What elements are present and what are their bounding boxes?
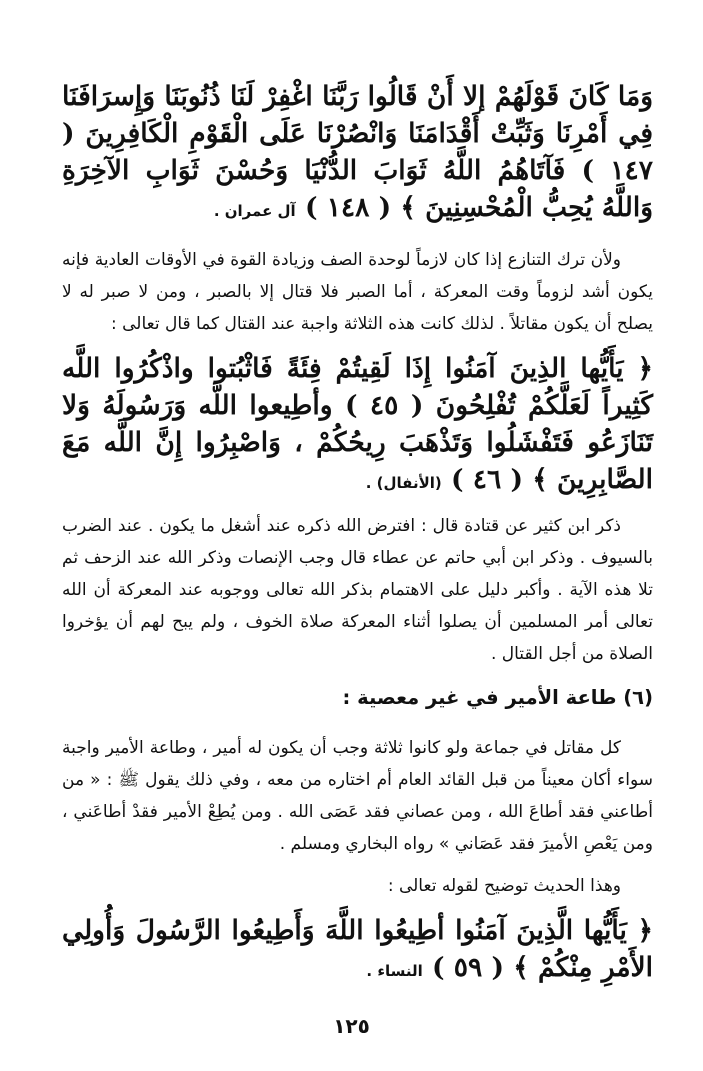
verse-text: ﴿ يَأَيُّها الذِينَ آمَنُوا إِذَا لَقِيتُمْ فِئَةً فَاثْبُتوا واذْكُرُوا اللَّه كَثِيراً لَعَلَّكُمْ تُفْلِحُونَ ( ٤٥ ) وأطِيعوا اللَّه وَرَسُولَهُ وَلا تَنَازَعُو فَتَفْشَلُوا وَتَذْهَبَ رِيحُكُمْ ، وَاصْبِرُوا إِنَّ اللَّه مَعَ الصَّابِرِينَ ﴾ ( ٤٦ ): [62, 353, 653, 495]
verse-reference: النساء .: [366, 962, 423, 980]
verse-reference: (الأنفال) .: [365, 474, 442, 492]
quran-verse-an-nisa: [62, 912, 653, 990]
verse-text: ﴿ يَأَيُّها الَّذِينَ آمَنُوا أطِيعُوا اللَّهَ وَأَطِيعُوا الرَّسُولَ وَأُولِي الأَمْرِ مِنْكُمْ ﴾ ( ٥٩ ): [62, 915, 653, 983]
paragraph-hadith-explanation: وهذا الحديث توضيح لقوله تعالى :: [387, 876, 621, 896]
page-number: ١٢٥: [333, 1014, 370, 1038]
verse-text: وَمَا كَانَ قَوْلَهُمْ إلا أَنْ قَالُوا رَبَّنَا اغْفِرْ لَنَا ذُنُوبَنَا وَإِسرَافَنَا فِي أَمْرِنَا وَثَبِّتْ أَقْدَامَنَا وَانْصُرْنَا عَلَى الْقَوْمِ الْكَافِرِينَ ( ١٤٧ ) فَآتَاهُمُ اللَّهُ ثَوَابَ الدُّنْيَا وَحُسْنَ ثَوَابِ الآخِرَةِ وَاللَّهُ يُحِبُّ الْمُحْسِنِينَ ﴾ ( ١٤٨ ): [62, 81, 653, 223]
paragraph-obedience: كل مقاتل في جماعة ولو كانوا ثلاثة وجب أن يكون له أمير ، وطاعة الأمير واجبة سواء أكان معيناً من قبل القائد العام أم اختاره من معه ، وفي ذلك يقول ﷺ : « من أطاعني فقد أطاعَ الله ، ومن عصاني فقد عَصَى الله . ومن يُطِعْ الأمير فقدْ أطاعَني ، ومن يَعْصِ الأميرَ فقد عَصَاني » رواه البخاري ومسلم .: [62, 738, 653, 854]
quran-verse-al-anfal: [62, 350, 653, 502]
paragraph-remembrance: ذكر ابن كثير عن قتادة قال : افترض الله ذكره عند أشغل ما يكون . عند الضرب بالسيوف . وذكر ابن أبي حاتم عن عطاء قال وجب الإنصات وذكر الله عند الزحف ثم تلا هذه الآية . وأكبر دليل على الاهتمام بذكر الله تعالى ووجوبه عند المعركة أن الله تعالى أمر المسلمين أن يصلوا أثناء المعركة صلاة الخوف ، ولم يبح لهم أن يؤخروا الصلاة من أجل القتال .: [62, 516, 653, 664]
paragraph-patience: ولأن ترك التنازع إذا كان لازماً لوحدة الصف وزيادة القوة في الأوقات العادية فإنه يكون أشد لزوماً وقت المعركة ، أما الصبر فلا قتال إلا بالصبر ، ومن لا صبر له لا يصلح أن يكون مقاتلاً . لذلك كانت هذه الثلاثة واجبة عند القتال كما قال تعالى :: [62, 250, 653, 334]
section-heading: (٦) طاعة الأمير في غير معصية :: [342, 686, 653, 709]
page-body: [62, 78, 653, 990]
quran-verse-al-imran: [62, 78, 653, 230]
verse-reference: آل عمران .: [213, 202, 296, 220]
